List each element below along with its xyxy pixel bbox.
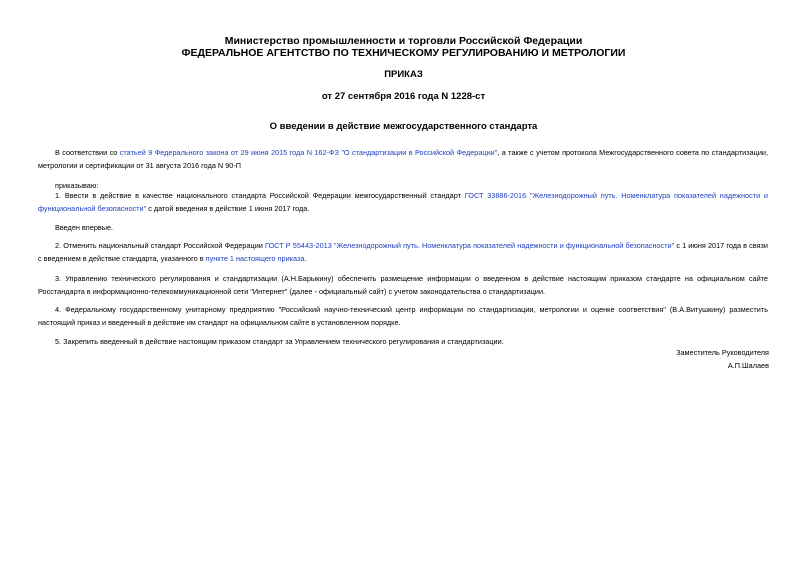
document-date-number: от 27 сентября 2016 года N 1228-ст	[321, 91, 486, 102]
paragraph-item-1	[38, 190, 768, 215]
document-title: О введении в действие межгосударственного стандарта	[269, 121, 538, 132]
paragraph-text: с датой введения в действие 1 июня 2017 года.	[146, 203, 310, 213]
paragraph-preamble	[38, 147, 768, 172]
paragraph-item-3: 3. Управлению технического регулирования и стандартизации (А.Н.Барыкину) обеспечить размещение информации о введенном в действие настоящим приказом стандарте на официальном сайте Росстандарта в информационно-телекоммуникационной сети "Интернет" (далее - официальный сайт) с учетом законодательства о стандартизации.	[38, 274, 768, 296]
paragraph-text: В соответствии со	[55, 148, 120, 157]
law-link[interactable]: статьей 9 Федерального закона от 29 июня 2015 года N 162-ФЗ "О стандартизации в Российской Федерации"	[119, 148, 498, 157]
paragraph-text: .	[304, 253, 307, 263]
signature-name: А.П.Шалаев	[727, 361, 769, 370]
paragraph-order: приказываю:	[55, 181, 99, 190]
agency-heading: ФЕДЕРАЛЬНОЕ АГЕНТСТВО ПО ТЕХНИЧЕСКОМУ РЕГУЛИРОВАНИЮ И МЕТРОЛОГИИ	[181, 47, 626, 59]
ministry-heading: Министерство промышленности и торговли Российской Федерации	[224, 35, 583, 47]
paragraph-item-2	[38, 240, 768, 265]
paragraph-text: 1. Ввести в действие в качестве национального стандарта Российской Федерации межгосударственный стандарт	[55, 191, 465, 200]
standard-link-gost-r-55443[interactable]: ГОСТ Р 55443-2013 "Железнодорожный путь. Номенклатура показателей надежности и функциональной безопасности"	[264, 241, 675, 250]
paragraph-item-4: 4. Федеральному государственному унитарному предприятию "Российский научно-технический центр информации по стандартизации, метрологии и оценке соответствия" (В.А.Витушкину) разместить настоящий приказ и введенный в действие им стандарт на официальном сайте в установленном порядке.	[38, 305, 768, 327]
paragraph-text: 2. Отменить национальный стандарт Российской Федерации	[55, 241, 265, 250]
signature-position: Заместитель Руководителя	[676, 348, 769, 357]
standard-link-gost-33886[interactable]: ГОСТ 33886-2016 "Железнодорожный путь. Номенклатура показателей надежности и функциональной безопасности"	[38, 191, 768, 213]
paragraph-note: Введен впервые.	[55, 223, 114, 232]
paragraph-item-5: 5. Закрепить введенный в действие настоящим приказом стандарт за Управлением технического регулирования и стандартизации.	[55, 337, 504, 346]
order-item-link[interactable]: пункте 1 настоящего приказа	[205, 253, 305, 263]
paragraph-text: с 1 июня 2017 года в связи с введением в действие стандарта, указанного в	[38, 241, 768, 263]
paragraph-text: , а также с учетом протокола Межгосударственного совета по стандартизации, метрологии и сертификации от 31 августа 2016 года N 90-П	[38, 148, 769, 170]
document-type: ПРИКАЗ	[384, 69, 423, 80]
